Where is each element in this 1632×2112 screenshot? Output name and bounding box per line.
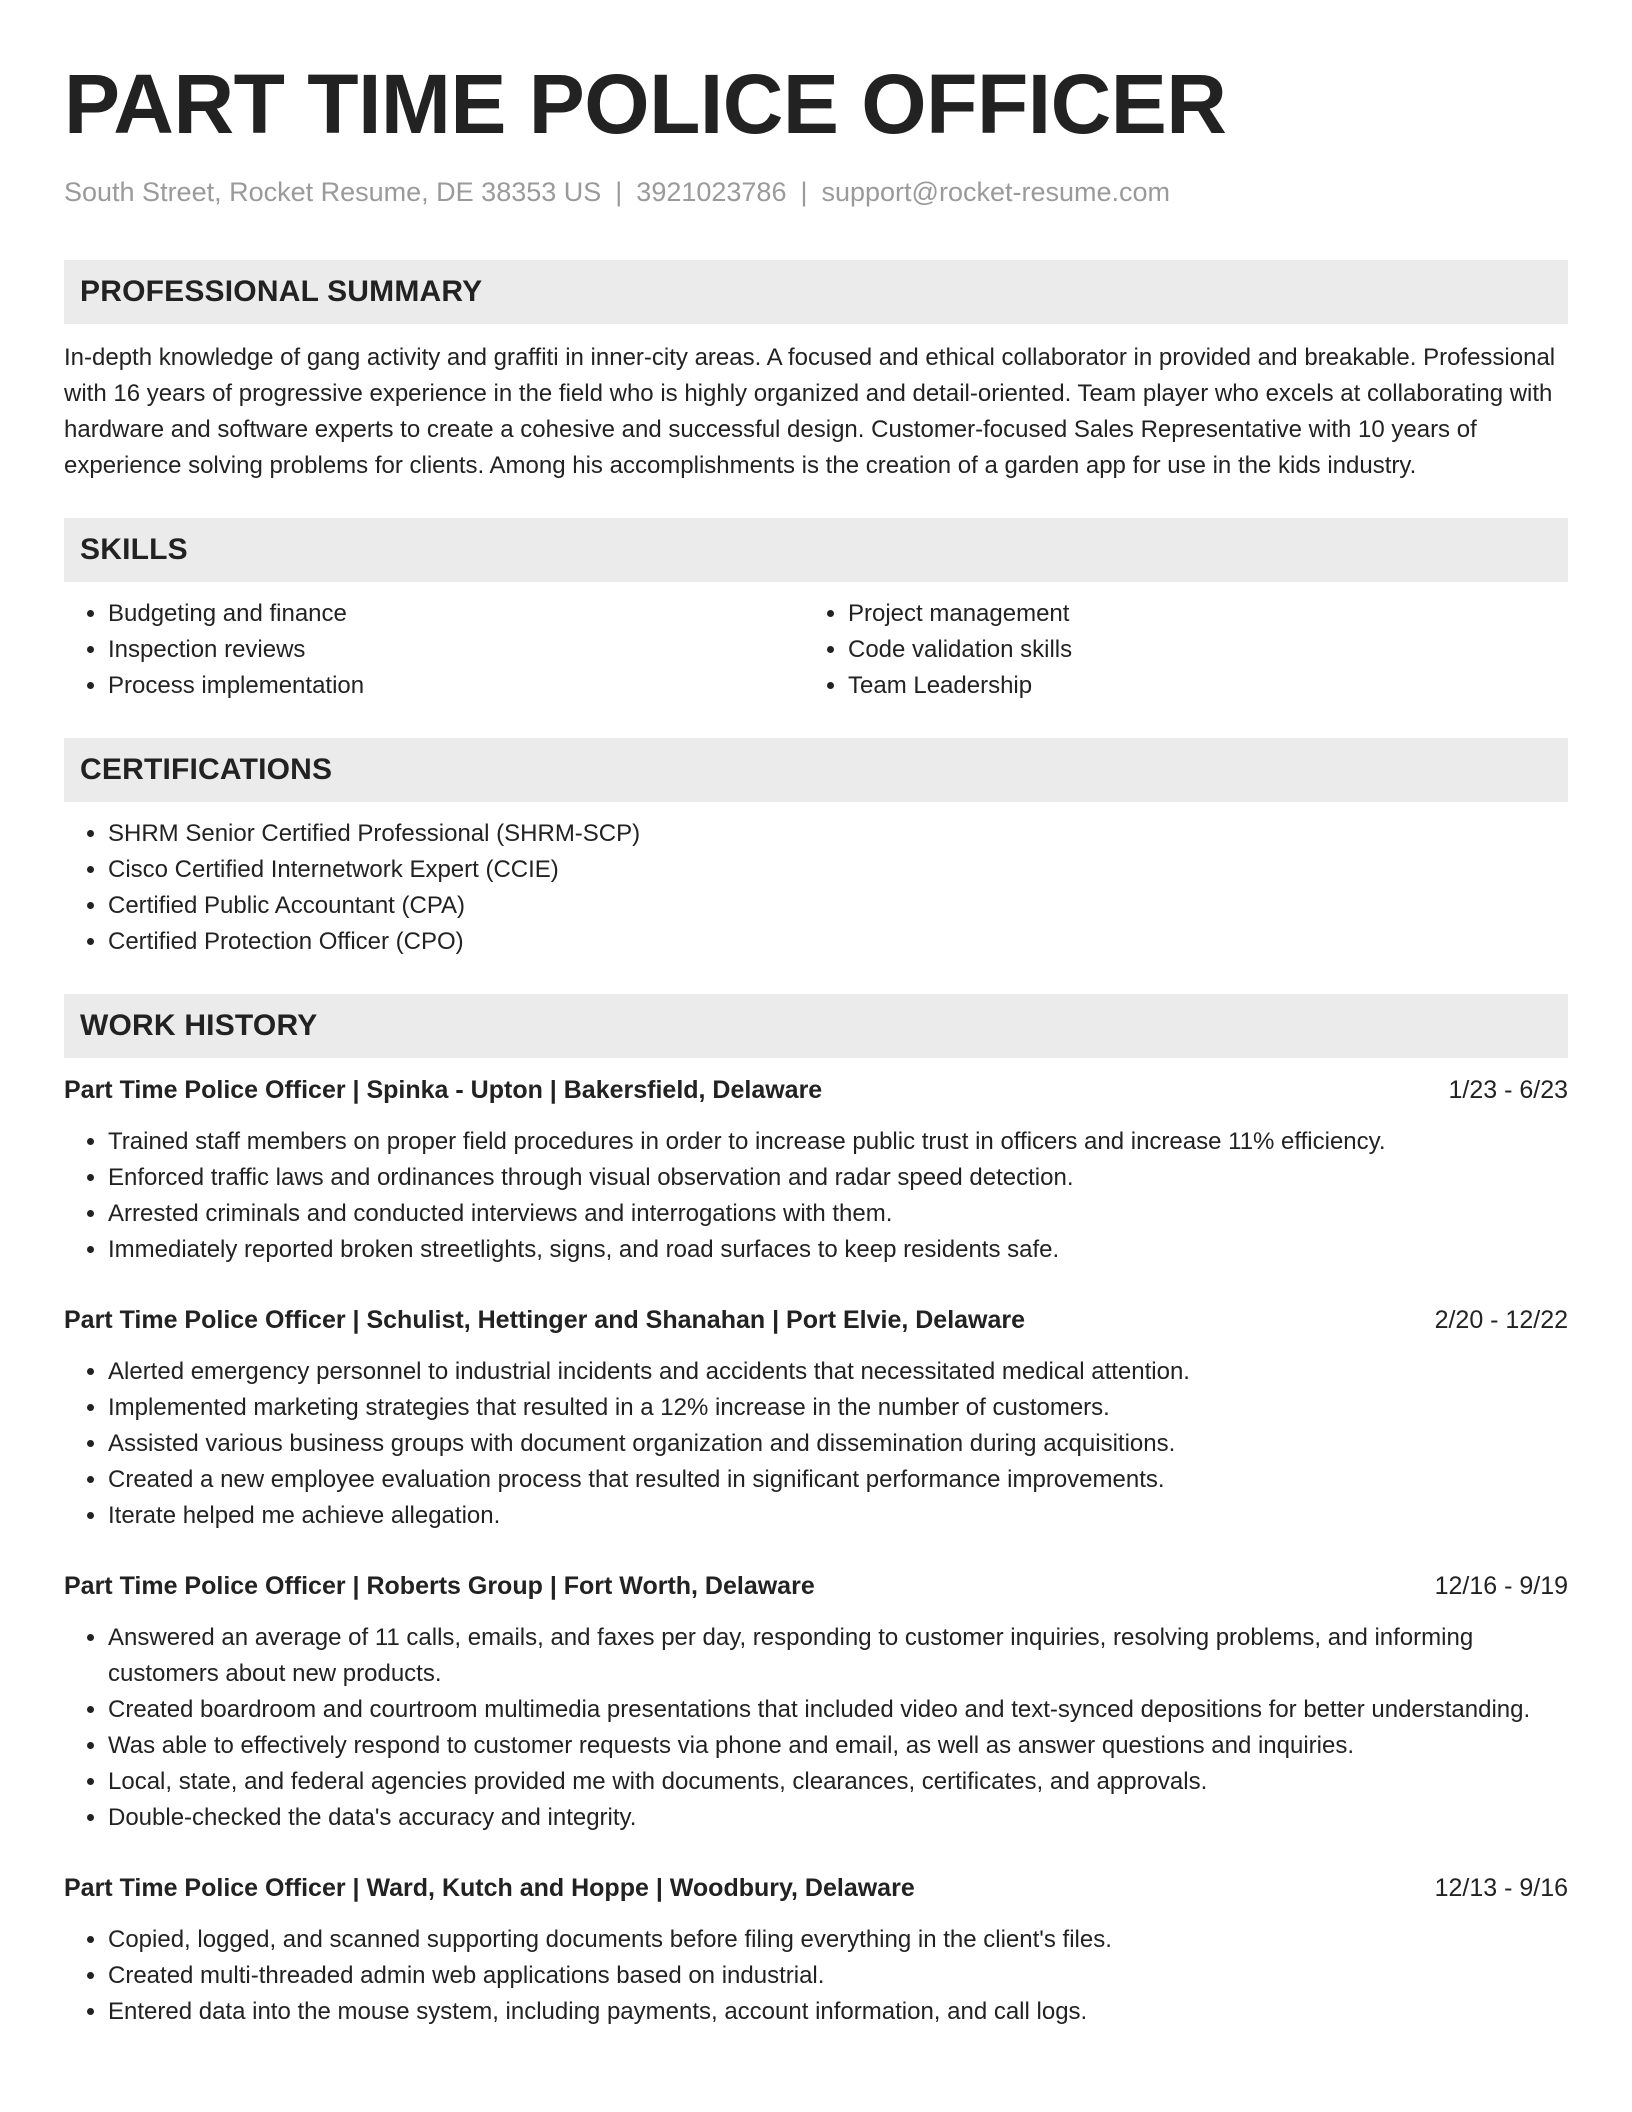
job-bullets xyxy=(64,1124,1568,1268)
job-bullet: • Created boardroom and courtroom multimedia presentations that included video and text-synced depositions for better understanding. xyxy=(108,1692,1568,1728)
contact-address: South Street, Rocket Resume, DE 38353 US xyxy=(64,177,602,207)
resume-name: PART TIME POLICE OFFICER xyxy=(64,57,1227,151)
job-title: Part Time Police Officer | Spinka - Upton | Bakersfield, Delaware xyxy=(64,1076,823,1104)
contact-email: support@rocket-resume.com xyxy=(821,177,1171,207)
job-bullet: • Created multi-threaded admin web applications based on industrial. xyxy=(108,1958,1568,1994)
job-bullet: • Assisted various business groups with document organization and dissemination during acquisitions. xyxy=(108,1426,1568,1462)
skill-item: • Inspection reviews xyxy=(108,632,804,668)
skills-grid xyxy=(64,596,1568,704)
job-dates: 2/20 - 12/22 xyxy=(1434,1306,1568,1334)
certification-item: • Certified Protection Officer (CPO) xyxy=(108,924,1568,960)
contact-phone: 3921023786 xyxy=(636,177,787,207)
job-bullet: • Was able to effectively respond to customer requests via phone and email, as well as answer questions and inquiries. xyxy=(108,1728,1568,1764)
summary-text: In-depth knowledge of gang activity and graffiti in inner-city areas. A focused and ethical collaborator in provided and breakable. Professional with 16 years of progressive experience in the field who is highly organized and detail-oriented. Team player who excels at collaborating with hardware and software experts to create a cohesive and successful design. Customer-focused Sales Representative with 10 years of experience solving problems for clients. Among his accomplishments is the creation of a garden app for use in the kids industry. xyxy=(64,344,1556,479)
job-entry xyxy=(64,1072,1568,1268)
skills-column-1 xyxy=(64,596,804,704)
job-dates: 1/23 - 6/23 xyxy=(1448,1076,1568,1104)
skill-item: • Budgeting and finance xyxy=(108,596,804,632)
job-title: Part Time Police Officer | Roberts Group | Fort Worth, Delaware xyxy=(64,1572,815,1600)
job-bullet: • Copied, logged, and scanned supporting documents before filing everything in the client's files. xyxy=(108,1922,1568,1958)
job-bullet: • Iterate helped me achieve allegation. xyxy=(108,1498,1568,1534)
job-bullet: • Double-checked the data's accuracy and integrity. xyxy=(108,1800,1568,1836)
job-dates: 12/16 - 9/19 xyxy=(1434,1572,1568,1600)
job-bullet: • Enforced traffic laws and ordinances through visual observation and radar speed detection. xyxy=(108,1160,1568,1196)
contact-separator: | xyxy=(800,177,808,207)
job-bullet: • Answered an average of 11 calls, emails, and faxes per day, responding to customer inquiries, resolving problems, and informing customers about new products. xyxy=(108,1620,1568,1692)
job-bullet: • Implemented marketing strategies that resulted in a 12% increase in the number of customers. xyxy=(108,1390,1568,1426)
job-bullets xyxy=(64,1620,1568,1836)
job-header xyxy=(64,1302,1568,1338)
section-header-summary: PROFESSIONAL SUMMARY xyxy=(64,260,1568,324)
skill-item: • Team Leadership xyxy=(848,668,1568,704)
skill-item: • Process implementation xyxy=(108,668,804,704)
job-title: Part Time Police Officer | Schulist, Hettinger and Shanahan | Port Elvie, Delaware xyxy=(64,1306,1026,1334)
certifications-list xyxy=(64,816,1568,960)
skill-item: • Code validation skills xyxy=(848,632,1568,668)
skill-item: • Project management xyxy=(848,596,1568,632)
certification-item: • SHRM Senior Certified Professional (SHRM-SCP) xyxy=(108,816,1568,852)
job-bullet: • Trained staff members on proper field procedures in order to increase public trust in officers and increase 11% efficiency. xyxy=(108,1124,1568,1160)
job-entry xyxy=(64,1568,1568,1836)
job-bullet: • Immediately reported broken streetlights, signs, and road surfaces to keep residents safe. xyxy=(108,1232,1568,1268)
skills-column-2 xyxy=(804,596,1568,704)
job-bullet: • Created a new employee evaluation process that resulted in significant performance improvements. xyxy=(108,1462,1568,1498)
section-header-skills: SKILLS xyxy=(64,518,1568,582)
job-entry xyxy=(64,1870,1568,2030)
job-bullets xyxy=(64,1922,1568,2030)
section-header-certifications: CERTIFICATIONS xyxy=(64,738,1568,802)
job-bullet: • Arrested criminals and conducted interviews and interrogations with them. xyxy=(108,1196,1568,1232)
job-bullets xyxy=(64,1354,1568,1534)
contact-line xyxy=(64,174,1568,210)
job-header xyxy=(64,1568,1568,1604)
job-header xyxy=(64,1072,1568,1108)
certification-item: • Certified Public Accountant (CPA) xyxy=(108,888,1568,924)
job-title: Part Time Police Officer | Ward, Kutch and Hoppe | Woodbury, Delaware xyxy=(64,1874,915,1902)
certification-item: • Cisco Certified Internetwork Expert (CCIE) xyxy=(108,852,1568,888)
contact-separator: | xyxy=(615,177,623,207)
job-entry xyxy=(64,1302,1568,1534)
job-bullet: • Entered data into the mouse system, including payments, account information, and call logs. xyxy=(108,1994,1568,2030)
job-header xyxy=(64,1870,1568,1906)
section-header-work-history: WORK HISTORY xyxy=(64,994,1568,1058)
job-bullet: • Local, state, and federal agencies provided me with documents, clearances, certificates, and approvals. xyxy=(108,1764,1568,1800)
job-bullet: • Alerted emergency personnel to industrial incidents and accidents that necessitated medical attention. xyxy=(108,1354,1568,1390)
job-dates: 12/13 - 9/16 xyxy=(1434,1874,1568,1902)
